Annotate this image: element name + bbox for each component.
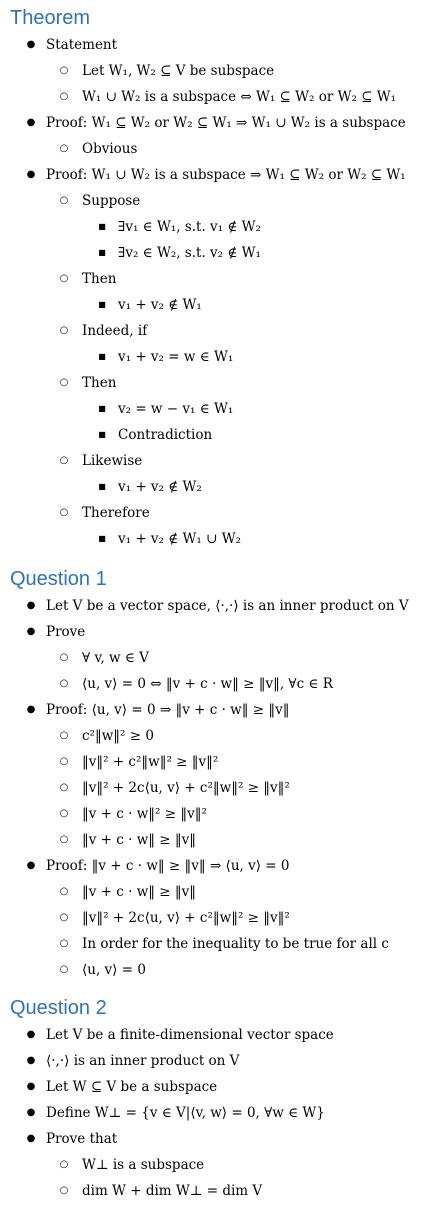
item-text: v₁ + v₂ ∉ W₁ <box>118 297 202 313</box>
list-item <box>0 593 434 619</box>
section-3 <box>0 994 434 1204</box>
item-text: Let W ⊆ V be a subspace <box>46 1079 218 1095</box>
section-heading: Question 2 <box>10 997 107 1019</box>
item-text: Let W₁, W₂ ⊆ V be subspace <box>82 63 275 79</box>
item-text: ‖v + c · w‖² ≥ ‖v‖² <box>82 806 207 822</box>
list-item <box>0 619 434 645</box>
list-item <box>0 500 434 526</box>
item-text: In order for the inequality to be true for all c <box>82 936 389 952</box>
bullet-level-3-icon: ■ <box>98 430 106 439</box>
bullet-level-3-icon: ■ <box>98 352 106 361</box>
bullet-level-1-icon: ● <box>26 626 36 637</box>
list-item <box>0 697 434 723</box>
list-item <box>0 671 434 697</box>
item-text: Contradiction <box>118 427 213 443</box>
list-item <box>0 905 434 931</box>
bullet-level-2-icon: ○ <box>59 756 69 767</box>
list-item <box>0 422 434 448</box>
item-text: W⊥ is a subspace <box>82 1157 205 1173</box>
item-text: Prove that <box>46 1131 118 1147</box>
item-text: Define W⊥ = {v ∈ V|⟨v, w⟩ = 0, ∀w ∈ W} <box>46 1105 325 1121</box>
item-text: Suppose <box>82 193 141 209</box>
item-text: dim W + dim W⊥ = dim V <box>82 1183 263 1199</box>
bullet-level-2-icon: ○ <box>59 808 69 819</box>
bullet-level-2-icon: ○ <box>59 678 69 689</box>
item-text: Proof: ‖v + c · w‖ ≥ ‖v‖ ⇒ ⟨u, v⟩ = 0 <box>46 858 290 874</box>
bullet-level-1-icon: ● <box>26 1107 36 1118</box>
list-item <box>0 526 434 552</box>
item-text: Proof: ⟨u, v⟩ = 0 ⇒ ‖v + c · w‖ ≥ ‖v‖ <box>46 702 290 718</box>
item-text: c²‖w‖² ≥ 0 <box>82 728 154 744</box>
item-text: ‖v + c · w‖ ≥ ‖v‖ <box>82 884 197 900</box>
bullet-level-1-icon: ● <box>26 1055 36 1066</box>
list-item <box>0 240 434 266</box>
item-text: v₂ = w − v₁ ∈ W₁ <box>118 401 234 417</box>
bullet-level-3-icon: ■ <box>98 534 106 543</box>
item-text: W₁ ∪ W₂ is a subspace ⇔ W₁ ⊆ W₂ or W₂ ⊆ W₁ <box>82 89 397 105</box>
bullet-level-3-icon: ■ <box>98 404 106 413</box>
bullet-level-2-icon: ○ <box>59 325 69 336</box>
item-text: ‖v‖² + 2c⟨u, v⟩ + c²‖w‖² ≥ ‖v‖² <box>82 910 290 926</box>
bullet-level-1-icon: ● <box>26 169 36 180</box>
list-item <box>0 827 434 853</box>
bullet-level-1-icon: ● <box>26 1081 36 1092</box>
list-item <box>0 1048 434 1074</box>
list-item <box>0 292 434 318</box>
list-item <box>0 1100 434 1126</box>
bullet-level-2-icon: ○ <box>59 65 69 76</box>
list-item <box>0 110 434 136</box>
list-item <box>0 396 434 422</box>
item-text: Prove <box>46 624 86 640</box>
item-text: ⟨u, v⟩ = 0 <box>82 962 146 978</box>
list-item <box>0 853 434 879</box>
list-item <box>0 188 434 214</box>
bullet-level-2-icon: ○ <box>59 195 69 206</box>
list-item <box>0 318 434 344</box>
list-item <box>0 214 434 240</box>
bullet-list <box>0 32 434 552</box>
list-item <box>0 1022 434 1048</box>
bullet-level-1-icon: ● <box>26 704 36 715</box>
list-item <box>0 645 434 671</box>
list-item <box>0 749 434 775</box>
list-item <box>0 957 434 983</box>
bullet-level-3-icon: ■ <box>98 482 106 491</box>
item-text: v₁ + v₂ ∉ W₁ ∪ W₂ <box>118 531 242 547</box>
item-text: ⟨u, v⟩ = 0 ⇔ ‖v + c · w‖ ≥ ‖v‖, ∀c ∈ R <box>82 676 333 692</box>
bullet-level-2-icon: ○ <box>59 273 69 284</box>
item-text: Proof: W₁ ∪ W₂ is a subspace ⇒ W₁ ⊆ W₂ or W₂ ⊆ W₁ <box>46 167 406 183</box>
item-text: Likewise <box>82 453 143 469</box>
list-item <box>0 344 434 370</box>
list-item <box>0 448 434 474</box>
bullet-level-2-icon: ○ <box>59 455 69 466</box>
item-text: ‖v + c · w‖ ≥ ‖v‖ <box>82 832 197 848</box>
item-text: Let V be a vector space, ⟨·,·⟩ is an inner product on V <box>46 598 409 614</box>
section-heading: Theorem <box>10 7 91 29</box>
item-text: Then <box>82 271 117 287</box>
bullet-level-2-icon: ○ <box>59 912 69 923</box>
list-item <box>0 1126 434 1152</box>
bullet-list <box>0 593 434 983</box>
bullet-level-3-icon: ■ <box>98 300 106 309</box>
bullet-level-2-icon: ○ <box>59 507 69 518</box>
item-text: ⟨·,·⟩ is an inner product on V <box>46 1053 240 1069</box>
bullet-level-2-icon: ○ <box>59 377 69 388</box>
list-item <box>0 32 434 58</box>
item-text: v₁ + v₂ = w ∈ W₁ <box>118 349 234 365</box>
list-item <box>0 1074 434 1100</box>
bullet-level-1-icon: ● <box>26 1133 36 1144</box>
list-item <box>0 162 434 188</box>
list-item <box>0 1152 434 1178</box>
bullet-level-3-icon: ■ <box>98 222 106 231</box>
bullet-level-1-icon: ● <box>26 600 36 611</box>
bullet-level-2-icon: ○ <box>59 886 69 897</box>
item-text: Proof: W₁ ⊆ W₂ or W₂ ⊆ W₁ ⇒ W₁ ∪ W₂ is a subspace <box>46 115 406 131</box>
bullet-level-2-icon: ○ <box>59 1159 69 1170</box>
item-text: ∀ v, w ∈ V <box>82 650 149 666</box>
bullet-level-1-icon: ● <box>26 1029 36 1040</box>
bullet-level-2-icon: ○ <box>59 730 69 741</box>
list-item <box>0 84 434 110</box>
section-1 <box>0 4 434 552</box>
bullet-level-3-icon: ■ <box>98 248 106 257</box>
item-text: Obvious <box>82 141 138 157</box>
list-item <box>0 266 434 292</box>
bullet-level-2-icon: ○ <box>59 652 69 663</box>
item-text: ‖v‖² + 2c⟨u, v⟩ + c²‖w‖² ≥ ‖v‖² <box>82 780 290 796</box>
list-item <box>0 723 434 749</box>
bullet-list <box>0 1022 434 1204</box>
item-text: v₁ + v₂ ∉ W₂ <box>118 479 202 495</box>
list-item <box>0 879 434 905</box>
item-text: ‖v‖² + c²‖w‖² ≥ ‖v‖² <box>82 754 219 770</box>
list-item <box>0 775 434 801</box>
bullet-level-2-icon: ○ <box>59 782 69 793</box>
section-heading: Question 1 <box>10 568 107 590</box>
list-item <box>0 58 434 84</box>
bullet-level-2-icon: ○ <box>59 91 69 102</box>
item-text: Let V be a finite-dimensional vector space <box>46 1027 334 1043</box>
bullet-level-2-icon: ○ <box>59 1185 69 1196</box>
item-text: ∃v₂ ∈ W₂, s.t. v₂ ∉ W₁ <box>118 245 261 261</box>
item-text: Indeed, if <box>82 323 148 339</box>
item-text: Statement <box>46 37 118 53</box>
item-text: ∃v₁ ∈ W₁, s.t. v₁ ∉ W₂ <box>118 219 261 235</box>
bullet-level-2-icon: ○ <box>59 964 69 975</box>
list-item <box>0 136 434 162</box>
bullet-level-1-icon: ● <box>26 39 36 50</box>
list-item <box>0 474 434 500</box>
bullet-level-1-icon: ● <box>26 117 36 128</box>
item-text: Therefore <box>82 505 150 521</box>
bullet-level-2-icon: ○ <box>59 834 69 845</box>
list-item <box>0 931 434 957</box>
list-item <box>0 370 434 396</box>
section-2 <box>0 565 434 983</box>
list-item <box>0 1178 434 1204</box>
item-text: Then <box>82 375 117 391</box>
bullet-level-1-icon: ● <box>26 860 36 871</box>
list-item <box>0 801 434 827</box>
bullet-level-2-icon: ○ <box>59 938 69 949</box>
bullet-level-2-icon: ○ <box>59 143 69 154</box>
